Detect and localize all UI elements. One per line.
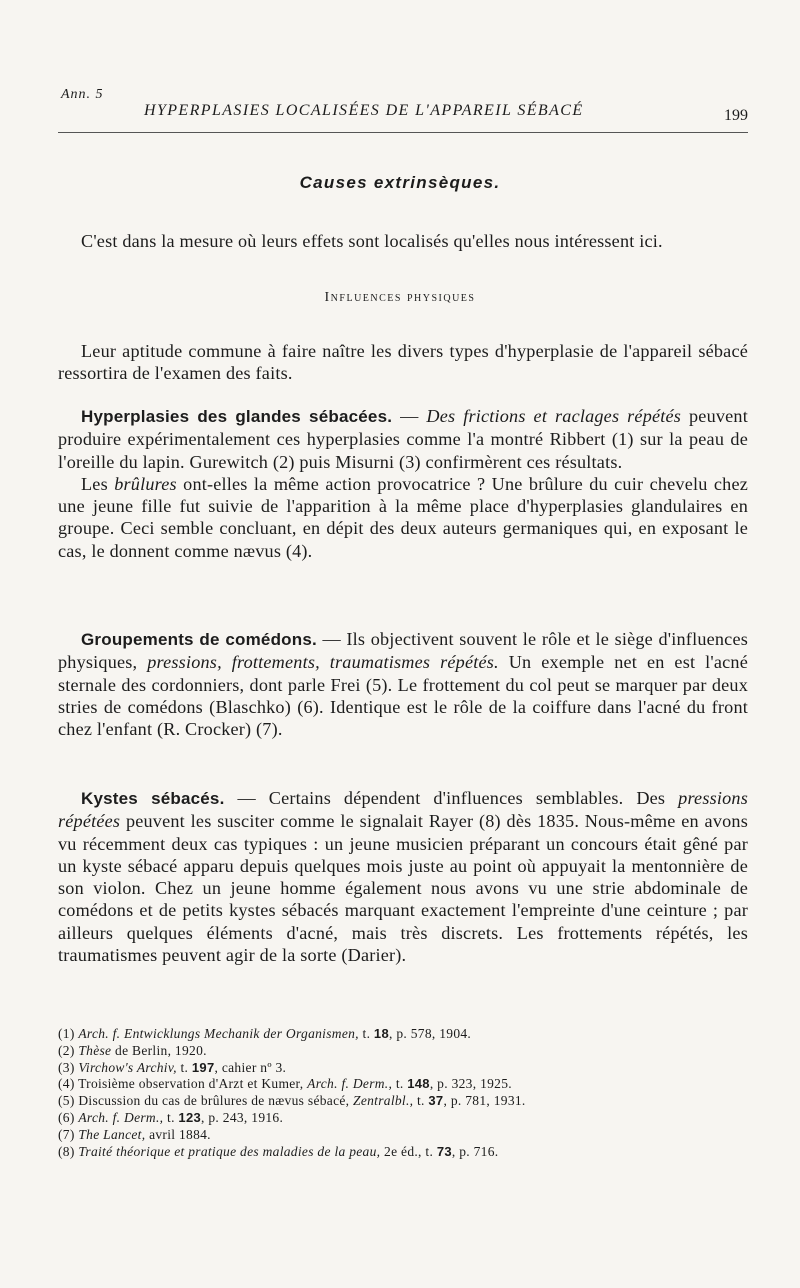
groupements-heading: Groupements de comédons. — [81, 630, 317, 649]
hyperplasies-section — [58, 405, 748, 562]
hyperplasies-paragraph — [58, 405, 748, 473]
footnote — [58, 1093, 748, 1110]
footnote-text: Troisième observation d'Arzt et Kumer, — [78, 1076, 308, 1092]
italic-phrase: pressions, frottements, traumatismes répétés. — [147, 652, 499, 673]
dash: — — [392, 406, 427, 426]
footnote-volume: 148 — [407, 1076, 430, 1092]
kystes-section — [58, 787, 748, 966]
italic-phrase: pressions répétées — [58, 788, 748, 832]
footnote-number: (4) — [58, 1076, 75, 1092]
footnote-volume: 73 — [436, 1143, 452, 1159]
footnote-text: Discussion du cas de brûlures de nævus sébacé, — [78, 1093, 354, 1109]
footnote-text: , p. 578, 1904. — [388, 1026, 472, 1041]
footnote — [58, 1110, 748, 1127]
footnote-italic: Traité théorique et pratique des maladies de la peau, — [78, 1143, 381, 1159]
brulures-paragraph — [58, 473, 748, 562]
volume-annotation: Ann. 5 — [61, 87, 104, 102]
intro-paragraph — [58, 230, 748, 252]
footnote-number: (1) — [58, 1026, 75, 1041]
kystes-paragraph — [58, 787, 748, 966]
footnote-text: t. — [176, 1059, 192, 1075]
paragraph-text: — Ils objectivent souvent le rôle et le siège d'influences physiques, — [58, 629, 748, 673]
influences-text: Leur aptitude commune à faire naître les divers types d'hyperplasie de l'appareil sébacé ressortira de l'examen des faits. — [58, 341, 748, 384]
kystes-heading: Kystes sébacés. — [81, 789, 225, 808]
running-head — [58, 80, 748, 130]
footnote-number: (2) — [58, 1042, 75, 1058]
running-title: HYPERPLASIES LOCALISÉES DE L'APPAREIL SÉBACÉ — [144, 102, 584, 119]
footnote-italic: Arch. f. Entwicklungs Mechanik der Organismen, — [78, 1026, 359, 1041]
footnote — [58, 1026, 748, 1043]
footnote-text: , p. 323, 1925. — [429, 1076, 512, 1092]
footnote-number: (3) — [58, 1059, 75, 1075]
footnote-text: t. — [163, 1109, 179, 1125]
footnote-volume: 37 — [428, 1093, 444, 1109]
paragraph-text: Un exemple net en est l'acné sternale des cordonniers, dont parle Frei (5). Le frottement du col peut se marquer par deux stries de comédons (Blaschko) (6). Identique est le rôle de la coiffure dans l'acné du front chez l'enfant (R. Crocker) (7). — [58, 652, 749, 740]
header-rule — [58, 132, 748, 133]
footnote-number: (5) — [58, 1093, 75, 1109]
footnote-number: (6) — [58, 1109, 75, 1125]
footnote — [58, 1144, 748, 1161]
footnote — [58, 1127, 748, 1144]
footnote-text: , cahier nº 3. — [214, 1059, 287, 1075]
italic-phrase: Des frictions et raclages répétés — [426, 406, 682, 426]
footnote-italic: Thèse — [78, 1042, 112, 1058]
footnote-volume: 18 — [373, 1026, 389, 1041]
footnote-volume: 123 — [178, 1109, 202, 1125]
paragraph-text: — Certains dépendent d'influences semblables. Des — [224, 788, 679, 808]
footnote-number: (7) — [58, 1126, 75, 1142]
influences-paragraph — [58, 340, 748, 385]
footnote-volume: 197 — [191, 1059, 215, 1075]
groupements-section — [58, 628, 748, 740]
footnote-text: t. — [392, 1076, 408, 1092]
footnote — [58, 1043, 748, 1060]
footnotes — [58, 1026, 748, 1160]
intro-text: C'est dans la mesure où leurs effets sont localisés qu'elles nous intéressent ici. — [81, 231, 663, 251]
italic-word: brûlures — [114, 473, 177, 494]
groupements-paragraph — [58, 628, 748, 740]
footnote-text: 2e éd., t. — [380, 1143, 437, 1159]
footnote-italic: Arch. f. Derm., — [307, 1076, 393, 1092]
footnote-text: , p. 243, 1916. — [201, 1109, 284, 1125]
hyperplasies-heading: Hyperplasies des glandes sébacées. — [81, 407, 393, 426]
footnote-number: (8) — [58, 1143, 75, 1159]
paragraph-text: Les — [81, 473, 115, 494]
footnote-text: , p. 716. — [451, 1143, 499, 1159]
footnote-italic: The Lancet, — [78, 1126, 146, 1142]
footnote-text: de Berlin, 1920. — [111, 1042, 207, 1058]
footnote-italic: Zentralbl., — [353, 1093, 414, 1109]
footnote-text: t. — [413, 1093, 429, 1109]
footnote-italic: Arch. f. Derm., — [78, 1109, 164, 1125]
paragraph-text: ont-elles la même action provocatrice ? Une brûlure du cuir chevelu chez une jeune fille fut suivie de l'apparition à la même place d'hyperplasies glandulaires en groupe. Ceci semble concluant, en dépit des deux auteurs germaniques qui, en exposant le cas, le donnent comme nævus (4). — [58, 473, 748, 561]
paragraph-text: peuvent les susciter comme le signalait Rayer (8) dès 1835. Nous-même en avons vu récemment deux cas typiques : un jeune musicien préparant un concours était gêné par un kyste sébacé apparu depuis quelques mois juste au point où appuyait la mentonnière de son violon. Chez un jeune homme également nous avons vu une strie abdominale de comédons et de petits kystes sébacés marquant exactement l'empreinte d'une ceinture ; par ailleurs quelques éléments d'acné, mais très discrets. Les frottements répétés, les traumatismes peuvent agir de la sorte (Darier). — [58, 811, 748, 966]
footnote — [58, 1076, 748, 1093]
subheading: Influences physiques — [324, 290, 476, 305]
section-title: Causes extrinsèques. — [299, 173, 501, 192]
footnote — [58, 1060, 748, 1077]
footnote-text: t. — [358, 1026, 374, 1041]
footnote-text: , p. 781, 1931. — [443, 1093, 526, 1109]
footnote-italic: Virchow's Archiv, — [78, 1059, 177, 1075]
paragraph-text: peuvent produire expérimentalement ces hyperplasies comme l'a montré Ribbert (1) sur la peau de l'oreille du lapin. Gurewitch (2) puis Misurni (3) confirmèrent ces résultats. — [58, 406, 748, 472]
page-number: 199 — [724, 107, 748, 124]
footnote-text: avril 1884. — [145, 1126, 211, 1142]
